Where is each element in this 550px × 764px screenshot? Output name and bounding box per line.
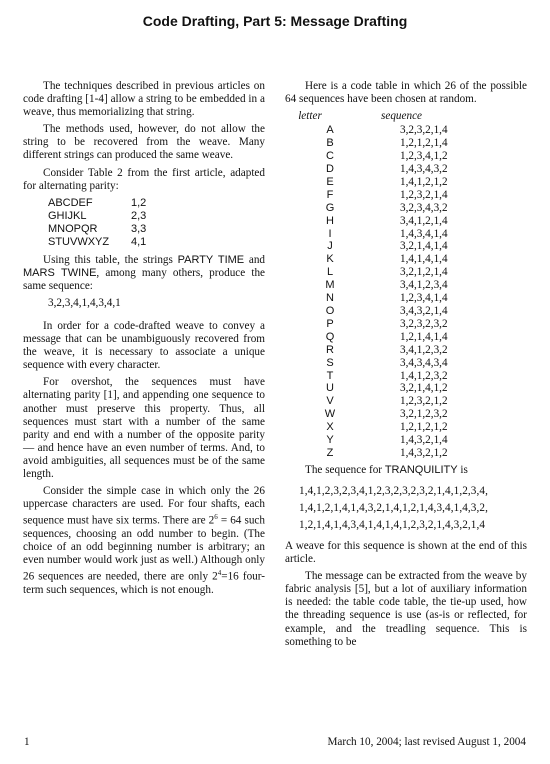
code-sequence: 3,4,3,4,3,4 (400, 356, 448, 369)
parity-table (48, 197, 146, 250)
code-letter: G (325, 201, 335, 214)
left-column (23, 80, 265, 601)
table-row (285, 189, 448, 202)
code-sequence: 1,4,1,2,3,2 (400, 369, 448, 382)
code-sequence: 3,4,1,2,1,4 (400, 214, 448, 227)
table-cell-code: 3,3 (131, 223, 147, 236)
sequence-line: 1,2,1,4,1,4,3,4,1,4,1,4,1,2,3,2,1,4,3,2,1,4 (299, 518, 486, 531)
table-row (285, 124, 448, 137)
superscript: 4 (217, 569, 222, 578)
code-letter: L (326, 266, 334, 279)
code-letter: D (326, 163, 334, 175)
code-sequence: 3,2,3,2,1,4 (400, 124, 448, 137)
paragraph: A weave for this sequence is shown at the end of this article. (285, 539, 527, 566)
page-number: 1 (24, 736, 30, 748)
table-cell-code: 2,3 (131, 209, 147, 222)
table-row (285, 447, 448, 460)
table-row (48, 210, 146, 223)
table-cell-code: 1,2 (131, 196, 147, 209)
code-letter: A (326, 124, 334, 137)
code-letter: Q (325, 330, 335, 343)
table-row (285, 331, 448, 344)
text: Using this table, the strings (43, 253, 178, 266)
code-sequence: 3,2,3,4,3,2 (400, 201, 448, 214)
paragraph: In order for a code-drafted weave to convey a message that can be unambiguously recovered from the weave, it is necessary to associate a unique sequence with every character. (23, 319, 265, 372)
code-sequence: 1,4,3,4,3,2 (400, 163, 448, 175)
table-row (285, 434, 448, 447)
header-letter: letter (298, 110, 322, 123)
code-sequence: 1,2,1,4,1,4 (400, 330, 448, 343)
code-sequence: 3,2,1,4,1,4 (400, 240, 448, 253)
code-table-header (285, 110, 527, 123)
superscript: 6 (214, 513, 218, 522)
code-sequence: 3,2,1,2,1,4 (400, 266, 448, 279)
table-row (285, 240, 448, 253)
code-letter: C (326, 150, 334, 163)
paragraph: Consider Table 2 from the first article, adapted for alternating parity: (23, 166, 265, 192)
table-row (285, 408, 448, 421)
code-letter: H (326, 214, 334, 227)
page-title: Code Drafting, Part 5: Message Drafting (142, 13, 408, 29)
code-sequence: 1,4,1,4,1,4 (400, 253, 448, 266)
table-row (285, 344, 448, 357)
right-column (285, 80, 527, 653)
code-sequence: 1,4,1,2,1,2 (400, 175, 448, 188)
text: =16 four-term such sequences, which is not enough. (23, 571, 266, 597)
code-letter: Z (326, 446, 334, 459)
code-sequence: 3,4,3,2,1,4 (400, 304, 448, 317)
table-row (285, 395, 448, 408)
footer-date: March 10, 2004; last revised August 1, 2004 (327, 736, 526, 748)
table-row (285, 137, 448, 150)
table-row (285, 318, 448, 331)
table-row (285, 253, 448, 266)
paragraph: For overshot, the sequences must have alternating parity [1], and appending one sequence to another must preserve this property. Thus, all sequences must start with a number of the same parity and end with a number of the opposite parity — and hence have an even number of terms. And, to avoid ambiguities, all sequences must be of the same length. (23, 376, 265, 480)
table-row (285, 305, 448, 318)
table-row (285, 176, 448, 189)
code-letter: O (325, 304, 335, 317)
table-cell-letters: ABCDEF (48, 196, 93, 209)
table-row (285, 163, 448, 176)
text: and (244, 253, 266, 266)
code-letter: J (327, 240, 333, 253)
code-letter: N (326, 292, 334, 305)
code-letter: S (326, 356, 334, 369)
text: The sequence for (305, 463, 385, 476)
code-letter: I (328, 227, 332, 240)
code-letter: Y (326, 434, 334, 447)
table-row (285, 228, 448, 241)
code-letter: V (326, 395, 334, 408)
table-row (285, 202, 448, 215)
sequence-line: 1,4,1,2,1,4,1,4,3,2,1,4,1,2,1,4,3,4,1,4,3,2, (299, 501, 488, 514)
table-row (285, 382, 448, 395)
code-sequence: 3,2,3,2,3,2 (400, 317, 448, 330)
text: = 64 such sequences, choosing an odd number to begin. (The choice of an odd beginning number is arbitrary; an even number would work just as well.) Although only 26 sequences are needed, there are only 2 (23, 514, 265, 584)
text: , among many others, produce the same sequence: (23, 266, 266, 292)
code-sequence: 3,4,1,2,3,2 (400, 343, 448, 356)
code-sequence: 1,2,1,2,1,2 (400, 421, 448, 434)
sequence-example: 3,2,3,4,1,4,3,4,1 (48, 296, 121, 309)
paragraph (23, 485, 265, 597)
table-row (285, 421, 448, 434)
code-sequence: 1,2,3,4,1,2 (400, 150, 448, 163)
paragraph (23, 254, 265, 293)
code-letter: X (326, 421, 334, 434)
code-letter: U (326, 382, 334, 395)
text: Consider the simple case in which only the 26 uppercase characters are used. For four shafts, each sequence must have six terms. There are 2 (23, 485, 265, 527)
table-cell-letters: STUVWXYZ (48, 236, 110, 249)
code-letter: K (326, 253, 334, 266)
table-row (285, 215, 448, 228)
code-letter: W (324, 408, 336, 421)
string-example: PARTY TIME (177, 253, 245, 266)
string-example: TRANQUILITY (384, 463, 458, 476)
table-row (48, 236, 146, 249)
code-sequence: 1,4,3,2,1,4 (400, 434, 448, 447)
code-table (285, 124, 448, 460)
table-row (48, 223, 146, 236)
code-letter: B (326, 137, 334, 150)
code-sequence: 1,4,3,2,1,2 (400, 446, 448, 459)
table-row (285, 357, 448, 370)
table-row (285, 279, 448, 292)
code-letter: F (326, 188, 334, 201)
table-row (285, 150, 448, 163)
text: is (457, 463, 468, 476)
sequence-line: 1,4,1,2,3,2,3,4,1,2,3,2,3,2,3,2,1,4,1,2,3,4, (299, 484, 488, 497)
code-sequence: 1,2,3,4,1,4 (400, 292, 448, 305)
tranquility-sequence (299, 483, 527, 534)
paragraph: The message can be extracted from the weave by fabric analysis [5], but a lot of auxiliary information is needed: the table code table, the tie-up used, how the threading sequence is use (as-is or reflected, for example, and the treadling sequence. This is something to be (285, 570, 527, 648)
code-sequence: 1,2,3,2,1,4 (400, 188, 448, 201)
table-cell-letters: GHIJKL (48, 209, 87, 222)
code-sequence: 1,2,1,2,1,4 (400, 137, 448, 150)
code-letter: M (325, 279, 335, 292)
code-sequence: 1,4,3,4,1,4 (400, 227, 448, 240)
code-sequence: 1,2,3,2,1,2 (400, 395, 448, 408)
table-row (285, 266, 448, 279)
table-cell-code: 4,1 (131, 236, 147, 249)
code-sequence: 3,2,1,4,1,2 (400, 382, 448, 395)
table-row (285, 292, 448, 305)
code-sequence: 3,2,1,2,3,2 (400, 408, 448, 421)
string-example: MARS TWINE (23, 266, 97, 279)
paragraph: The techniques described in previous articles on code drafting [1-4] allow a string to be embedded in a weave, thus memorializing that string. (23, 80, 265, 119)
code-letter: R (326, 343, 334, 356)
code-letter: P (326, 317, 334, 330)
paragraph: The methods used, however, do not allow the string to be recovered from the weave. Many different strings can produced the same weave. (23, 123, 265, 162)
code-letter: E (326, 175, 334, 188)
code-letter: T (326, 369, 334, 382)
header-sequence: sequence (381, 110, 422, 123)
paragraph (285, 464, 527, 477)
table-row (48, 197, 146, 210)
code-sequence: 3,4,1,2,3,4 (400, 279, 448, 292)
table-cell-letters: MNOPQR (48, 223, 98, 236)
table-row (285, 370, 448, 383)
paragraph: Here is a code table in which 26 of the possible 64 sequences have been chosen at random. (285, 80, 527, 106)
